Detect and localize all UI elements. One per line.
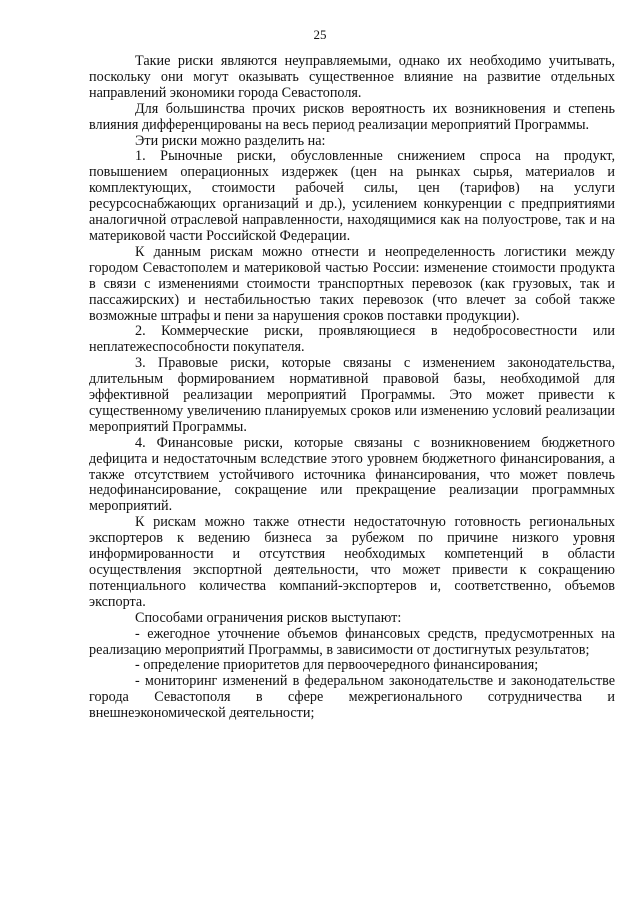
- document-body: [89, 54, 615, 722]
- paragraph-other-risks: Для большинства прочих рисков вероятность их возникновения и степень влияния дифференцированы на весь период реализации мероприятий Программы.: [89, 100, 615, 133]
- page-number: 25: [313, 27, 327, 42]
- paragraph-risk-mitigation-intro: Способами ограничения рисков выступают:: [135, 609, 402, 626]
- list-item-legislation-monitoring: - мониторинг изменений в федеральном законодательстве и законодательстве города Севастополя в сфере межрегионального сотрудничества и внешнеэкономической деятельности;: [89, 673, 615, 722]
- paragraph-legal-risks: 3. Правовые риски, которые связаны с изменением законодательства, длительным формированием нормативной правовой базы, необходимой для эффективной реализации мероприятий Программы. Это может привести к существенному увеличению планируемых сроков или изменению условий реализации мероприятий Программы.: [89, 355, 615, 435]
- paragraph-risk-classification-intro: Эти риски можно разделить на:: [135, 132, 326, 149]
- list-item-priority-funding: - определение приоритетов для первоочередного финансирования;: [135, 657, 539, 674]
- paragraph-commercial-risks: 2. Коммерческие риски, проявляющиеся в недобросовестности или неплатежеспособности покупателя.: [89, 323, 615, 356]
- paragraph-unmanageable-risks: Такие риски являются неуправляемыми, однако их необходимо учитывать, поскольку они могут оказывать существенное влияние на развитие отдельных направлений экономики города Севастополя.: [89, 53, 615, 101]
- list-item-funding-adjustment: - ежегодное уточнение объемов финансовых средств, предусмотренных на реализацию мероприятий Программы, в зависимости от достигнутых результатов;: [89, 625, 615, 658]
- paragraph-market-risks: 1. Рыночные риски, обусловленные снижением спроса на продукт, повышением операционных издержек (цен на рынках сырья, материалов и комплектующих, стоимости рабочей силы, цен (тарифов) на услуги ресурсоснабжающих организаций и др.), усилением конкуренции с предприятиями аналогичной отраслевой направленности, находящимися как на полуострове, так и на материковой части Российской Федерации.: [89, 148, 615, 244]
- paragraph-export-readiness-risks: К рискам можно также отнести недостаточную готовность региональных экспортеров к ведению бизнеса за рубежом по причине низкого уровня информированности и отсутствия необходимых компетенций в области осуществления экспортной деятельности, что может привести к сокращению потенциального количества компаний-экспортеров и, соответственно, объемов экспорта.: [89, 514, 615, 610]
- paragraph-logistics-risks: К данным рискам можно отнести и неопределенность логистики между городом Севастополем и материковой частью России: изменение стоимости продукта в связи с изменениями стоимости транспортных перевозок (как грузовых, так и пассажирских) и нестабильностью таких перевозок (что влечет за собой также возможные штрафы и пени за нарушения сроков поставки продукции).: [89, 243, 615, 324]
- paragraph-financial-risks: 4. Финансовые риски, которые связаны с возникновением бюджетного дефицита и недостаточным вследствие этого уровнем бюджетного финансирования, а также отсутствием устойчивого источника финансирования, что может повлечь недофинансирование, сокращение или прекращение реализации программных мероприятий.: [89, 434, 615, 515]
